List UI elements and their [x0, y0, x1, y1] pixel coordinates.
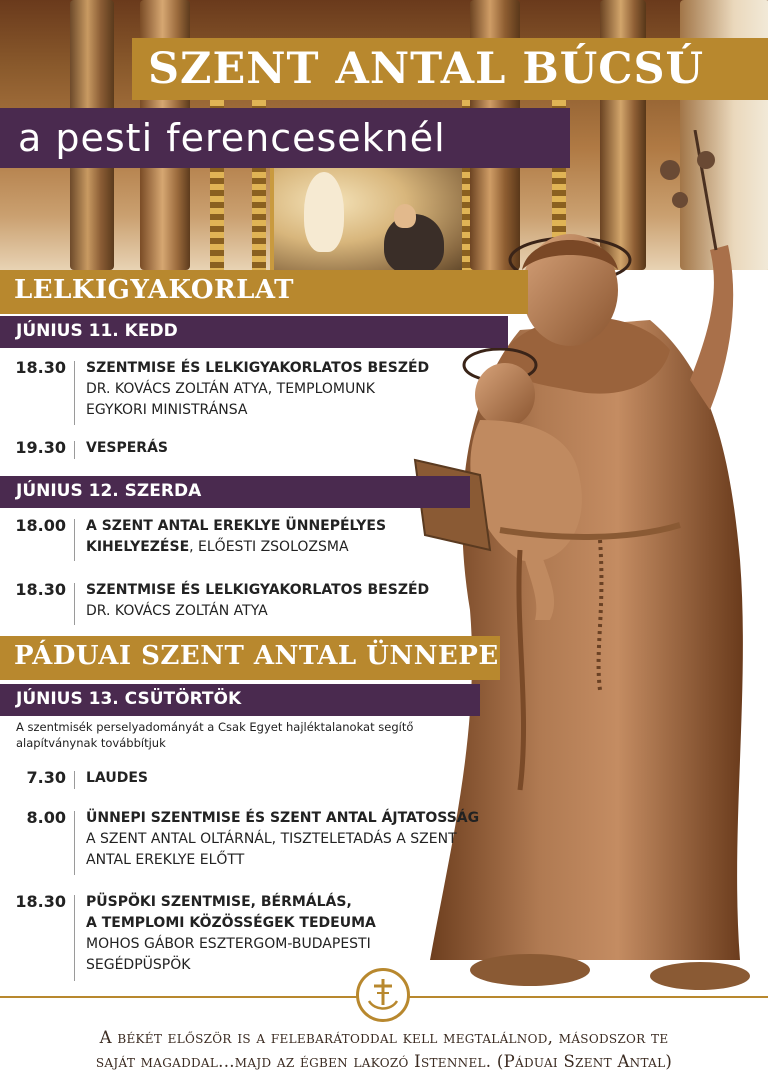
- divider: [74, 583, 75, 625]
- event-description: [86, 892, 486, 976]
- note-line: alapítványnak továbbítjuk: [16, 736, 166, 750]
- event-time: 18.30: [15, 580, 66, 599]
- event-title: KIHELYEZÉSE: [86, 539, 190, 555]
- day-title: JÚNIUS 13. CSÜTÖRTÖK: [16, 689, 242, 709]
- donation-note: [16, 719, 456, 751]
- day-heading: [0, 684, 480, 716]
- event-detail: , ELŐESTI ZSOLOZSMA: [189, 539, 349, 555]
- event-time: 19.30: [15, 438, 66, 457]
- event-title: VESPERÁS: [86, 440, 169, 456]
- note-line: A szentmisék perselyadományát a Csak Egyet hajléktalanokat segítő: [16, 720, 414, 734]
- event-title: PÜSPÖKI SZENTMISE, BÉRMÁLÁS,: [86, 894, 352, 910]
- divider: [74, 771, 75, 789]
- quote-line: saját magaddal...majd az égben lakozó Istennel. (Páduai Szent Antal): [95, 1052, 673, 1071]
- quote-line: A békét először is a felebarátoddal kell megtalálnod, másodszor te: [99, 1028, 669, 1047]
- event-description: [86, 580, 486, 622]
- event-title: SZENTMISE ÉS LELKIGYAKORLATOS BESZÉD: [86, 582, 430, 598]
- event-title: A SZENT ANTAL EREKLYE ÜNNEPÉLYES: [86, 518, 387, 534]
- event-time: 8.00: [26, 808, 66, 827]
- event-detail: DR. KOVÁCS ZOLTÁN ATYA: [86, 603, 268, 619]
- day-title: JÚNIUS 11. KEDD: [16, 321, 178, 341]
- event-description: [86, 808, 486, 871]
- event-time: 7.30: [26, 768, 66, 787]
- event-detail: SEGÉDPÜSPÖK: [86, 957, 191, 973]
- event-description: [86, 768, 486, 789]
- section-title: LELKIGYAKORLAT: [14, 275, 294, 305]
- event-title: SZENTMISE ÉS LELKIGYAKORLATOS BESZÉD: [86, 360, 430, 376]
- divider: [74, 519, 75, 561]
- divider: [74, 811, 75, 875]
- day-heading: [0, 476, 470, 508]
- divider: [74, 895, 75, 981]
- section-title: PÁDUAI SZENT ANTAL ÜNNEPE: [14, 641, 499, 671]
- event-title: ÜNNEPI SZENTMISE ÉS SZENT ANTAL ÁJTATOSSÁG: [86, 810, 480, 826]
- event-title: LAUDES: [86, 770, 148, 786]
- day-title: JÚNIUS 12. SZERDA: [16, 481, 202, 501]
- event-detail: MOHOS GÁBOR ESZTERGOM-BUDAPESTI: [86, 936, 371, 952]
- event-title: A TEMPLOMI KÖZÖSSÉGEK TEDEUMA: [86, 915, 376, 931]
- event-description: [86, 438, 486, 459]
- franciscan-cross-icon: [356, 968, 410, 1022]
- event-time: 18.00: [15, 516, 66, 535]
- section-heading: [0, 270, 528, 314]
- event-detail: EGYKORI MINISTRÁNSA: [86, 402, 248, 418]
- divider: [74, 361, 75, 425]
- page-title: SZENT ANTAL BÚCSÚ: [148, 44, 704, 94]
- section-heading: [0, 636, 500, 680]
- event-detail: A SZENT ANTAL OLTÁRNÁL, TISZTELETADÁS A SZENT: [86, 831, 457, 847]
- event-time: 18.30: [15, 892, 66, 911]
- title-banner: [132, 38, 768, 100]
- saint-anthony-statue-image: [410, 130, 768, 1010]
- footer-quote: [0, 1026, 768, 1074]
- day-heading: [0, 316, 508, 348]
- divider: [74, 441, 75, 459]
- event-time: 18.30: [15, 358, 66, 377]
- event-description: [86, 516, 486, 558]
- page-subtitle: a pesti ferenceseknél: [18, 116, 446, 160]
- event-detail: ANTAL EREKLYE ELŐTT: [86, 852, 245, 868]
- event-description: [86, 358, 486, 421]
- event-detail: DR. KOVÁCS ZOLTÁN ATYA, TEMPLOMUNK: [86, 381, 375, 397]
